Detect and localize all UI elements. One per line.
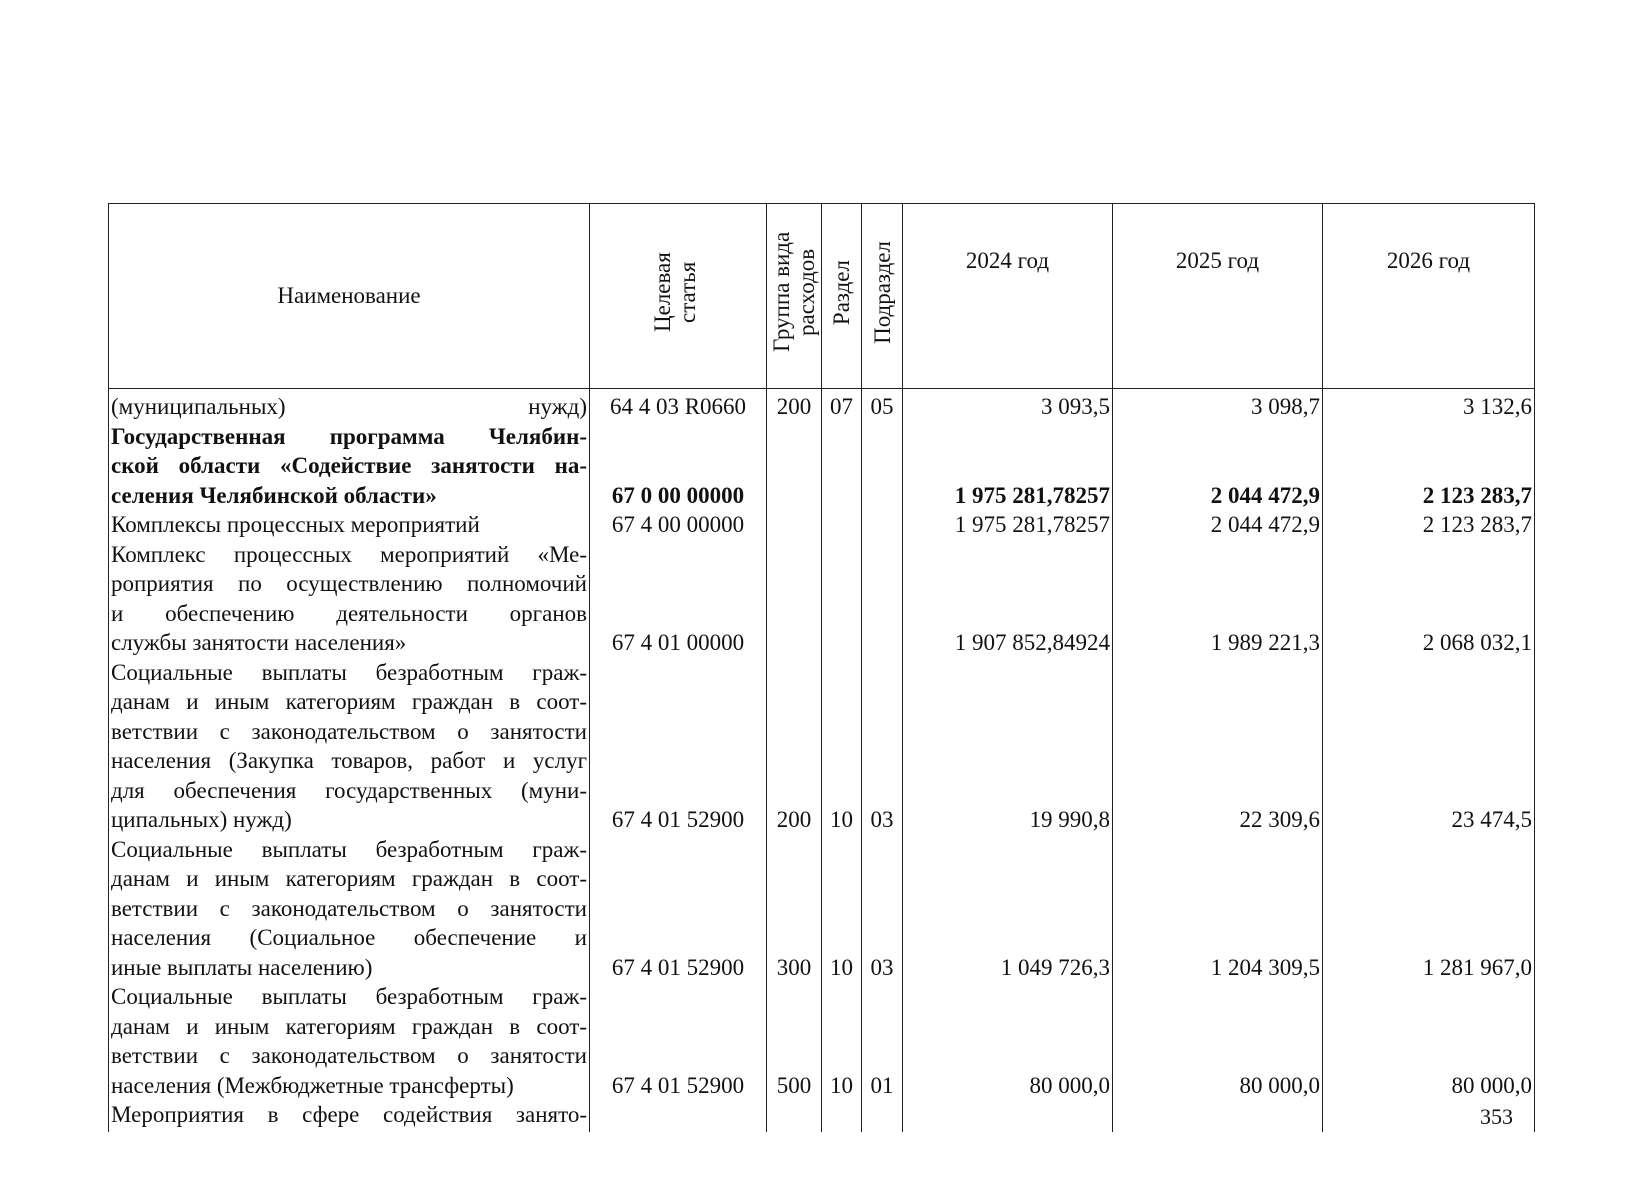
page-number: 353 bbox=[1480, 1104, 1513, 1129]
name-line: (муниципальных) нужд) bbox=[111, 394, 587, 419]
header-name: Наименование bbox=[109, 204, 590, 389]
name-line: роприятия по осуществлению полномочий bbox=[111, 571, 587, 596]
row-2025: 3 098,7 bbox=[1113, 389, 1323, 422]
header-2026: 2026 год bbox=[1323, 204, 1535, 389]
row-2024: 3 093,5 bbox=[903, 389, 1113, 422]
row-group bbox=[767, 1100, 822, 1132]
header-subsection-text: Подраздел bbox=[869, 240, 895, 344]
name-line: Социальные выплаты безработным граж- bbox=[111, 984, 587, 1009]
row-2025: 1 989 221,3 bbox=[1113, 540, 1323, 658]
row-section: 10 bbox=[822, 658, 862, 835]
row-name bbox=[109, 389, 590, 422]
row-subsection bbox=[862, 422, 903, 511]
row-section: 07 bbox=[822, 389, 862, 422]
row-section: 10 bbox=[822, 835, 862, 983]
row-2024 bbox=[903, 1100, 1113, 1132]
row-name bbox=[109, 835, 590, 983]
name-line: ветствии с законодательством о занятости bbox=[111, 895, 587, 921]
row-name bbox=[109, 540, 590, 658]
row-code bbox=[590, 1100, 767, 1132]
header-group bbox=[767, 204, 822, 389]
row-2025: 80 000,0 bbox=[1113, 982, 1323, 1100]
table-header bbox=[109, 204, 1535, 389]
row-2026: 2 068 032,1 bbox=[1323, 540, 1535, 658]
row-section bbox=[822, 1100, 862, 1132]
row-2026: 23 474,5 bbox=[1323, 658, 1535, 835]
row-code: 67 0 00 00000 bbox=[590, 422, 767, 511]
name-line: данам и иным категориям граждан в соот- bbox=[111, 689, 587, 714]
name-line: и обеспечению деятельности органов bbox=[111, 600, 587, 626]
name-line: службы занятости населения» bbox=[111, 630, 407, 655]
name-line: ципальных) нужд) bbox=[111, 807, 292, 832]
row-2026: 80 000,0 bbox=[1323, 982, 1535, 1100]
name-line: иные выплаты населению) bbox=[111, 954, 373, 980]
header-section-text: Раздел bbox=[829, 259, 854, 325]
row-code: 67 4 01 52900 bbox=[590, 658, 767, 835]
row-group: 300 bbox=[767, 835, 822, 983]
row-2024: 1 975 281,78257 bbox=[903, 422, 1113, 511]
table-row bbox=[109, 658, 1535, 835]
row-2024: 1 975 281,78257 bbox=[903, 510, 1113, 540]
row-group bbox=[767, 422, 822, 511]
header-code-text: Целевая статья bbox=[650, 252, 700, 333]
row-subsection bbox=[862, 540, 903, 658]
header-2025: 2025 год bbox=[1113, 204, 1323, 389]
name-line: Социальные выплаты безработным граж- bbox=[111, 659, 587, 685]
name-line: селения Челябинской области» bbox=[111, 482, 437, 508]
table-row bbox=[109, 510, 1535, 540]
name-line: ветствии с законодательством о занятости bbox=[111, 1043, 587, 1068]
header-group-text: Группа вида расходов bbox=[769, 232, 819, 353]
row-section: 10 bbox=[822, 982, 862, 1100]
row-2025: 2 044 472,9 bbox=[1113, 510, 1323, 540]
budget-table bbox=[108, 203, 1535, 1132]
row-group: 200 bbox=[767, 658, 822, 835]
row-code: 64 4 03 R0660 bbox=[590, 389, 767, 422]
name-line: данам и иным категориям граждан в соот- bbox=[111, 1013, 587, 1039]
row-2026: 1 281 967,0 bbox=[1323, 835, 1535, 983]
table-body bbox=[109, 389, 1535, 1132]
row-code: 67 4 00 00000 bbox=[590, 510, 767, 540]
row-group bbox=[767, 540, 822, 658]
name-line: населения (Межбюджетные трансферты) bbox=[111, 1072, 514, 1098]
row-section bbox=[822, 540, 862, 658]
row-2026: 3 132,6 bbox=[1323, 389, 1535, 422]
row-name bbox=[109, 658, 590, 835]
row-group bbox=[767, 510, 822, 540]
row-subsection bbox=[862, 1100, 903, 1132]
row-code: 67 4 01 52900 bbox=[590, 982, 767, 1100]
row-subsection: 03 bbox=[862, 658, 903, 835]
table-row bbox=[109, 389, 1535, 422]
row-2024: 19 990,8 bbox=[903, 658, 1113, 835]
name-line: Мероприятия в сфере содействия занято- bbox=[111, 1102, 587, 1127]
name-line: ской области «Содействие занятости на- bbox=[111, 453, 587, 478]
row-subsection: 01 bbox=[862, 982, 903, 1100]
row-name bbox=[109, 510, 590, 540]
row-2026: 2 123 283,7 bbox=[1323, 510, 1535, 540]
name-line: населения (Социальное обеспечение и bbox=[111, 925, 587, 950]
row-code: 67 4 01 00000 bbox=[590, 540, 767, 658]
table-row bbox=[109, 835, 1535, 983]
name-line: Государственная программа Челябин- bbox=[111, 423, 587, 449]
row-2024: 1 049 726,3 bbox=[903, 835, 1113, 983]
name-line: Социальные выплаты безработным граж- bbox=[111, 836, 587, 862]
row-code: 67 4 01 52900 bbox=[590, 835, 767, 983]
table-row bbox=[109, 982, 1535, 1100]
name-line: Комплекс процессных мероприятий «Ме- bbox=[111, 541, 587, 567]
name-line: населения (Закупка товаров, работ и услуг bbox=[111, 748, 587, 773]
name-line: данам и иным категориям граждан в соот- bbox=[111, 866, 587, 891]
header-2024: 2024 год bbox=[903, 204, 1113, 389]
row-2025: 2 044 472,9 bbox=[1113, 422, 1323, 511]
header-code bbox=[590, 204, 767, 389]
name-line: ветствии с законодательством о занятости bbox=[111, 718, 587, 744]
row-2024: 1 907 852,84924 bbox=[903, 540, 1113, 658]
name-line: для обеспечения государственных (муни- bbox=[111, 777, 587, 803]
row-name bbox=[109, 422, 590, 511]
name-line: Комплексы процессных мероприятий bbox=[111, 512, 480, 537]
row-2026: 2 123 283,7 bbox=[1323, 422, 1535, 511]
row-section bbox=[822, 422, 862, 511]
header-subsection bbox=[862, 204, 903, 389]
table-row bbox=[109, 1100, 1535, 1132]
row-group: 200 bbox=[767, 389, 822, 422]
row-subsection: 03 bbox=[862, 835, 903, 983]
row-name bbox=[109, 1100, 590, 1132]
row-2025: 1 204 309,5 bbox=[1113, 835, 1323, 983]
row-subsection: 05 bbox=[862, 389, 903, 422]
row-2025 bbox=[1113, 1100, 1323, 1132]
header-section bbox=[822, 204, 862, 389]
row-subsection bbox=[862, 510, 903, 540]
row-name bbox=[109, 982, 590, 1100]
row-2024: 80 000,0 bbox=[903, 982, 1113, 1100]
table-row bbox=[109, 540, 1535, 658]
row-section bbox=[822, 510, 862, 540]
row-group: 500 bbox=[767, 982, 822, 1100]
row-2025: 22 309,6 bbox=[1113, 658, 1323, 835]
table-row bbox=[109, 422, 1535, 511]
